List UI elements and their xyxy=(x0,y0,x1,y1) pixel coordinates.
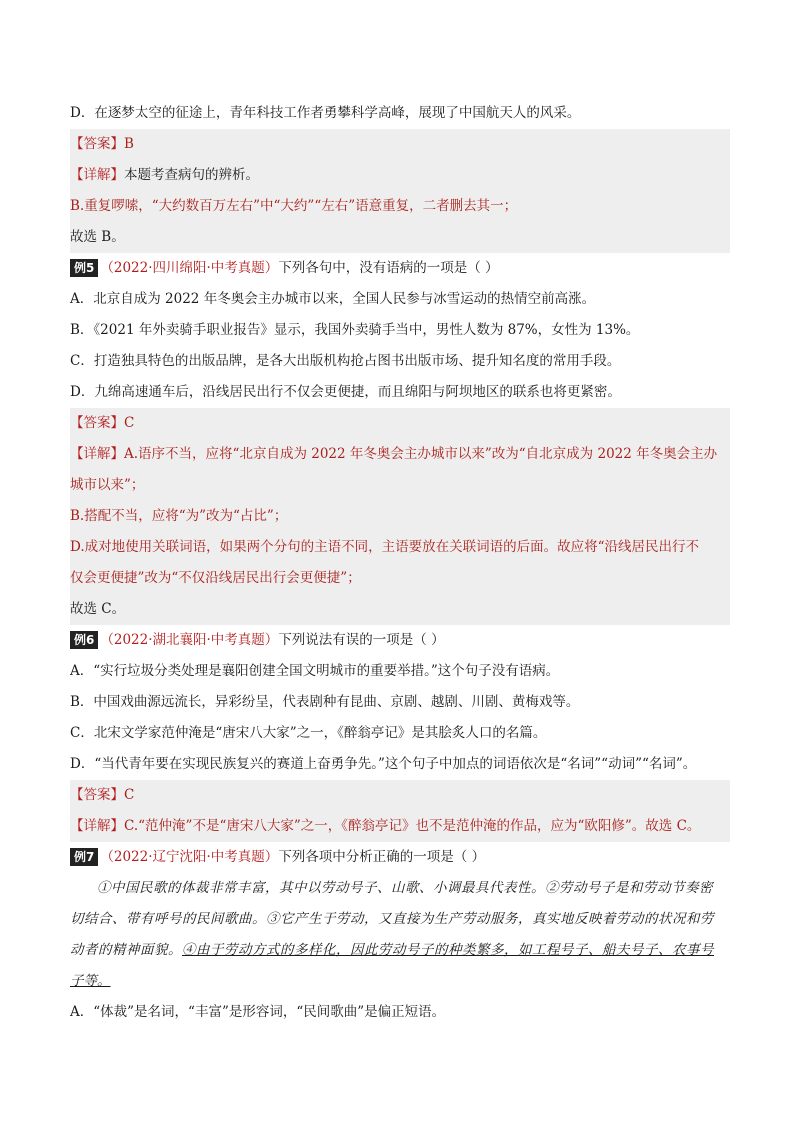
option-line: A．北京自成为 2022 年冬奥会主办城市以来，全国人民参与冰雪运动的热情空前高涨。 xyxy=(70,291,596,307)
answer-line xyxy=(70,129,730,160)
underlined-sentence: ④由于劳动方式的多样化，因此劳动号子的种类繁多，如工程号子、船夫号子、农事号 xyxy=(182,942,714,958)
option-line: A．“实行垃圾分类处理是襄阳创建全国文明城市的重要举措。”这个句子没有语病。 xyxy=(70,663,560,679)
example-source: （2022·四川绵阳·中考真题） xyxy=(100,260,279,276)
example-source: （2022·辽宁沈阳·中考真题） xyxy=(100,849,279,865)
answer-tag: 【答案】 xyxy=(70,787,124,803)
example-badge: 例6 xyxy=(70,631,98,649)
detail-tag: 【详解】 xyxy=(70,446,124,462)
document-page xyxy=(70,98,730,1028)
passage-line: ①中国民歌的体裁非常丰富，其中以劳动号子、山歌、小调最具代表性。②劳动号子是和劳动节奏密 xyxy=(97,880,713,896)
answer-value: B xyxy=(124,136,134,152)
answer-tag: 【答案】 xyxy=(70,415,124,431)
answer-block-6 xyxy=(70,780,730,842)
example-badge: 例7 xyxy=(70,848,98,866)
answer-line xyxy=(70,408,730,439)
passage-line xyxy=(70,935,730,966)
option-d-line: D．在逐梦太空的征途上，青年科技工作者勇攀科学高峰，展现了中国航天人的风采。 xyxy=(70,105,581,121)
example-question: 下列各项中分析正确的一项是（ ） xyxy=(278,849,486,865)
example-7-heading xyxy=(70,842,730,873)
option-line: B．中国戏曲源远流长，异彩纷呈，代表剧种有昆曲、京剧、越剧、川剧、黄梅戏等。 xyxy=(70,694,580,710)
passage-line xyxy=(70,966,730,997)
example-question: 下列各句中，没有语病的一项是（ ） xyxy=(278,260,499,276)
option-line: D．“当代青年要在实现民族复兴的赛道上奋勇争先。”这个句子中加点的词语依次是“名词”“动词”“名词”。 xyxy=(70,756,697,772)
option-line: A．“体裁”是名词，“丰富”是形容词，“民间歌曲”是偏正短语。 xyxy=(70,1004,446,1020)
example-source: （2022·湖北襄阳·中考真题） xyxy=(100,632,279,648)
underlined-sentence: 子等。 xyxy=(70,973,111,989)
detail-line xyxy=(70,811,730,842)
option-line: D．九绵高速通车后，沿线居民出行不仅会更便捷，而且绵阳与阿坝地区的联系也将更紧密。 xyxy=(70,384,621,400)
conclusion-line: 故选 C。 xyxy=(70,601,126,617)
answer-value: C xyxy=(124,787,135,803)
answer-tag: 【答案】 xyxy=(70,136,124,152)
detail-tag: 【详解】 xyxy=(70,167,124,183)
detail-line: 仅会更便捷”改为“不仅沿线居民出行会更便捷”； xyxy=(70,570,361,586)
example-question: 下列说法有误的一项是（ ） xyxy=(278,632,445,648)
example-5-heading xyxy=(70,253,730,284)
option-line: C．北宋文学家范仲淹是“唐宋八大家”之一，《醉翁亭记》是其脍炙人口的名篇。 xyxy=(70,725,547,741)
detail-text: C.“范仲淹”不是“唐宋八大家”之一，《醉翁亭记》也不是范仲淹的作品，应为“欧阳修”。故选 C。 xyxy=(124,818,701,834)
detail-line: B.重复啰嗦，“大约数百万左右”中“大约”“左右”语意重复，二者删去其一； xyxy=(70,198,518,214)
detail-line: D.成对地使用关联词语，如果两个分句的主语不同，主语要放在关联词语的后面。故应将“沿线居民出行不 xyxy=(70,539,700,555)
example-6-heading xyxy=(70,625,730,656)
detail-line: B.搭配不当，应将“为”改为“占比”； xyxy=(70,508,288,524)
option-line: B．《2021 年外卖骑手职业报告》显示，我国外卖骑手当中，男性人数为 87%，女性为 13%。 xyxy=(70,322,640,338)
option-line: C．打造独具特色的出版品牌，是各大出版机构抢占图书出版市场、提升知名度的常用手段。 xyxy=(70,353,621,369)
example-badge: 例5 xyxy=(70,259,98,277)
detail-tag: 【详解】 xyxy=(70,818,124,834)
detail-line xyxy=(70,160,730,191)
detail-line: 城市以来”； xyxy=(70,477,145,493)
conclusion-line: 故选 B。 xyxy=(70,229,125,245)
passage-line: 切结合、带有呼号的民间歌曲。③它产生于劳动，又直接为生产劳动服务，真实地反映着劳动的状况和劳 xyxy=(70,911,714,927)
answer-line xyxy=(70,780,730,811)
answer-block-1 xyxy=(70,129,730,253)
passage-text: 动者的精神面貌。 xyxy=(70,942,182,958)
detail-line xyxy=(70,439,730,470)
passage xyxy=(70,873,730,997)
detail-text: 本题考查病句的辨析。 xyxy=(124,167,259,183)
answer-value: C xyxy=(124,415,135,431)
detail-text: A.语序不当，应将“北京自成为 2022 年冬奥会主办城市以来”改为“自北京成为 2022 年冬奥会主办 xyxy=(124,446,718,462)
answer-block-5 xyxy=(70,408,730,625)
